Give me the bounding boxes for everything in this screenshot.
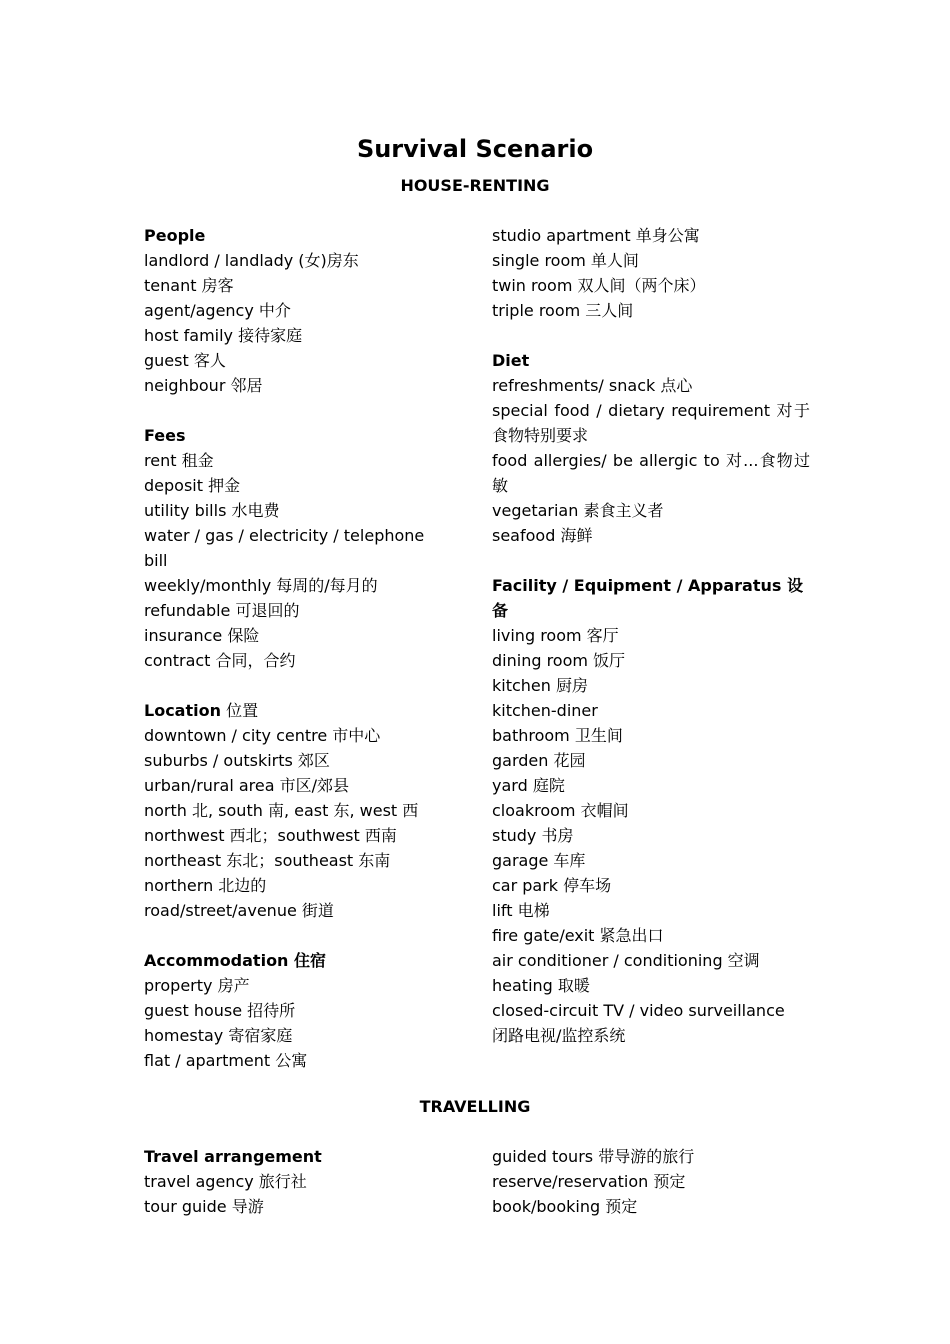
vocab-entry: flat / apartment 公寓: [144, 1051, 308, 1070]
spacer: [144, 398, 464, 423]
vocab-entry: water / gas / electricity / telephone: [144, 526, 425, 545]
vocab-entry: study 书房: [492, 826, 574, 845]
vocab-entry: single room 单人间: [492, 251, 639, 270]
vocab-entry: road/street/avenue 街道: [144, 901, 334, 920]
house-renting-left-column: [144, 223, 464, 1073]
vocab-entry: guest 客人: [144, 351, 226, 370]
vocab-entry: kitchen-diner: [492, 701, 598, 720]
vocab-entry: deposit 押金: [144, 476, 241, 495]
vocab-entry: urban/rural area 市区/郊县: [144, 776, 350, 795]
vocab-entry: book/booking 预定: [492, 1197, 638, 1216]
vocab-entry: kitchen 厨房: [492, 676, 588, 695]
spacer: [492, 548, 812, 573]
spacer: [144, 673, 464, 698]
vocab-entry: homestay 寄宿家庭: [144, 1026, 293, 1045]
category-heading: [144, 948, 464, 973]
vocab-entry: garden 花园: [492, 751, 586, 770]
vocab-entry: travel agency 旅行社: [144, 1172, 307, 1191]
category-heading: [144, 1144, 464, 1169]
section-heading-house-renting: HOUSE-RENTING: [400, 176, 550, 195]
vocab-entry: closed-circuit TV / video surveillance: [492, 1001, 785, 1020]
category-heading-label: Travel arrangement: [144, 1147, 322, 1166]
vocab-entry: reserve/reservation 预定: [492, 1172, 686, 1191]
vocab-entry: contract 合同，合约: [144, 651, 296, 670]
category-heading: [144, 223, 464, 248]
vocab-entry: weekly/monthly 每周的/每月的: [144, 576, 378, 595]
category-heading: [492, 573, 812, 623]
vocab-entry: cloakroom 衣帽间: [492, 801, 629, 820]
vocab-entry: landlord / landlady (女)房东: [144, 251, 359, 270]
vocab-entry: triple room 三人间: [492, 301, 634, 320]
vocab-entry: rent 租金: [144, 451, 214, 470]
vocab-entry: insurance 保险: [144, 626, 260, 645]
house-renting-right-column: [492, 223, 812, 1048]
category-heading-label: People: [144, 226, 206, 245]
vocab-entry: bathroom 卫生间: [492, 726, 623, 745]
vocab-entry: suburbs / outskirts 郊区: [144, 751, 330, 770]
vocab-entry: utility bills 水电费: [144, 501, 280, 520]
vocab-entry: 闭路电视/监控系统: [492, 1026, 626, 1045]
category-heading-translation: 位置: [220, 701, 259, 720]
vocab-entry: car park 停车场: [492, 876, 612, 895]
vocab-entry: northern 北边的: [144, 876, 267, 895]
category-heading-label: Diet: [492, 351, 530, 370]
category-heading: [144, 698, 464, 723]
vocab-entry: fire gate/exit 紧急出口: [492, 926, 664, 945]
vocab-entry: garage 车库: [492, 851, 586, 870]
category-heading-label: Facility / Equipment / Apparatus 设备: [492, 576, 803, 620]
vocab-entry: north 北, south 南, east 东, west 西: [144, 801, 419, 820]
vocab-entry: northwest 西北；southwest 西南: [144, 826, 397, 845]
vocab-entry: downtown / city centre 市中心: [144, 726, 381, 745]
vocab-entry: seafood 海鲜: [492, 526, 593, 545]
spacer: [492, 323, 812, 348]
vocab-entry: refundable 可退回的: [144, 601, 300, 620]
vocab-entry: lift 电梯: [492, 901, 550, 920]
vocab-entry: food allergies/ be allergic to 对...食物过敏: [492, 451, 810, 495]
travelling-left-column: [144, 1144, 464, 1219]
page-title: Survival Scenario: [356, 135, 594, 163]
vocab-entry: northeast 东北；southeast 东南: [144, 851, 391, 870]
vocab-entry: tour guide 导游: [144, 1197, 264, 1216]
vocab-entry: heating 取暖: [492, 976, 590, 995]
vocab-entry: host family 接待家庭: [144, 326, 303, 345]
vocab-entry: guest house 招待所: [144, 1001, 296, 1020]
vocab-entry: agent/agency 中介: [144, 301, 291, 320]
vocab-entry: twin room 双人间（两个床）: [492, 276, 706, 295]
vocab-entry: vegetarian 素食主义者: [492, 501, 664, 520]
vocab-entry: neighbour 邻居: [144, 376, 263, 395]
vocab-entry: living room 客厅: [492, 626, 619, 645]
spacer: [144, 923, 464, 948]
vocab-entry: yard 庭院: [492, 776, 565, 795]
vocab-entry: property 房产: [144, 976, 250, 995]
category-heading-label: Accommodation 住宿: [144, 951, 327, 970]
vocab-entry: tenant 房客: [144, 276, 234, 295]
category-heading: [144, 423, 464, 448]
vocab-entry: dining room 饭厅: [492, 651, 626, 670]
vocab-entry: guided tours 带导游的旅行: [492, 1147, 695, 1166]
category-heading-label: Fees: [144, 426, 186, 445]
vocab-entry: special food / dietary requirement 对于食物特别要求: [492, 401, 810, 445]
travelling-right-column: [492, 1144, 812, 1219]
vocab-entry: air conditioner / conditioning 空调: [492, 951, 760, 970]
category-heading-label: Location: [144, 701, 221, 720]
vocab-entry: studio apartment 单身公寓: [492, 226, 700, 245]
vocab-entry: refreshments/ snack 点心: [492, 376, 693, 395]
category-heading: [492, 348, 812, 373]
vocab-entry: bill: [144, 551, 168, 570]
section-heading-travelling: TRAVELLING: [419, 1097, 531, 1116]
